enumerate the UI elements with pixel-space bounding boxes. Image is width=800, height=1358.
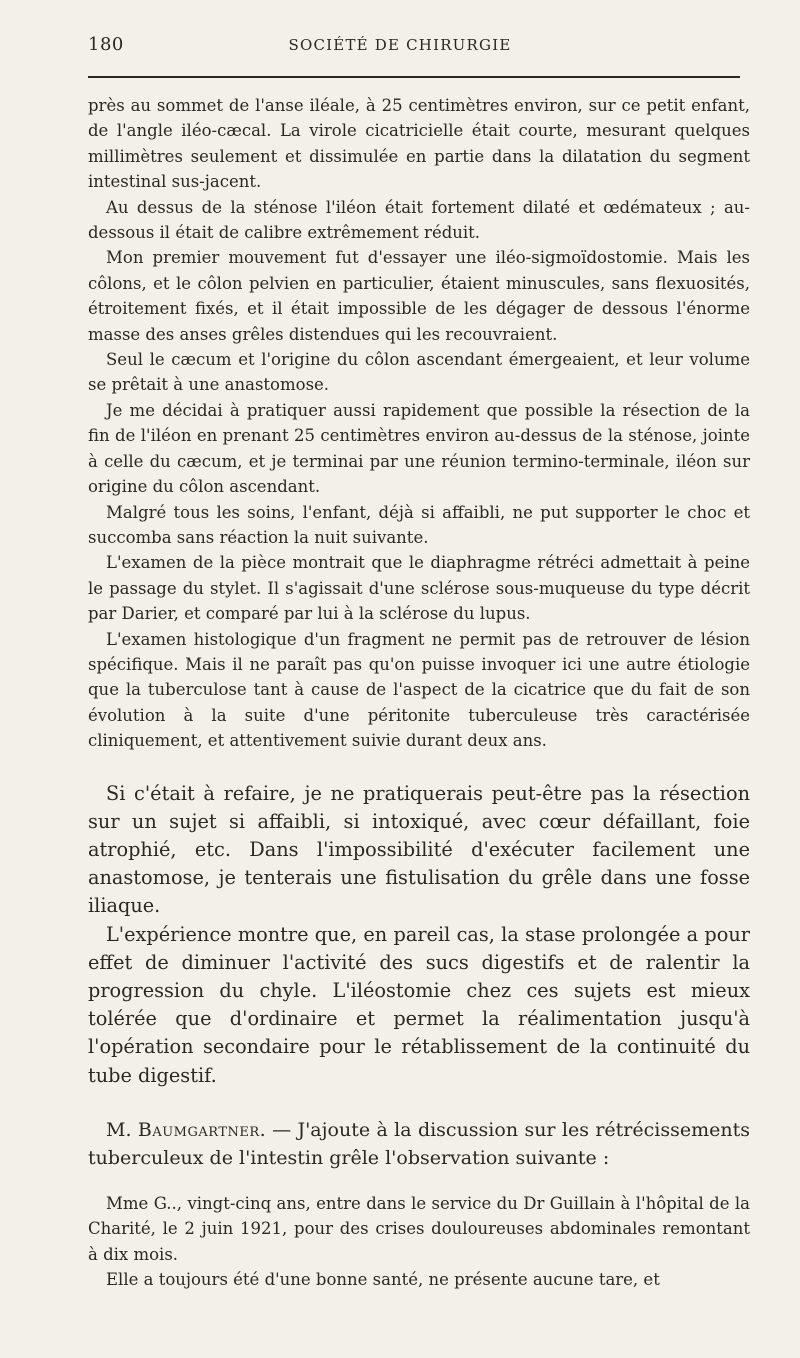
paragraph: Au dessus de la sténose l'iléon était fortement dilaté et œdémateux ; au-dessous il était de calibre extrêmement réduit. [88, 197, 750, 243]
paragraph: Malgré tous les soins, l'enfant, déjà si affaibli, ne put supporter le choc et succomba sans réaction la nuit suivante. [88, 502, 750, 547]
speaker-name: Baumgartner [137, 1118, 260, 1141]
paragraph: Mon premier mouvement fut d'essayer une iléo-sigmoïdostomie. Mais les côlons, et le côlon pelvien en particulier, étaient minuscules, sans flexuosités, étroitement fixés, et il était impossible de les dégager de dessous l'énorme masse des anses grêles distendues qui les recouvraient. [88, 248, 750, 344]
observation-text: G.., vingt-cinq ans, entre dans le service du Dr Guillain à l'hôpital de la Charité, le 2 juin 1921, pour des crises douloureuses abdominales remontant à dix mois. [88, 1193, 750, 1264]
running-title: SOCIÉTÉ DE CHIRURGIE [288, 36, 512, 54]
page-number: 180 [88, 34, 124, 55]
paragraph: près au sommet de l'anse iléale, à 25 centimètres environ, sur ce petit enfant, de l'angle iléo-cæcal. La virole cicatricielle était courte, mesurant quelques millimètres seulement et dissimulée en partie dans la dilatation du segment intestinal sus-jacent. [88, 96, 750, 192]
body-text [88, 93, 750, 1292]
speaker-prefix: M. [106, 1118, 138, 1141]
observation-paragraph: Elle a toujours été d'une bonne santé, ne présente aucune tare, et [106, 1270, 660, 1290]
patient-prefix: Mme [106, 1193, 149, 1213]
page-header [0, 0, 800, 70]
observation [88, 1191, 750, 1293]
case-report-small-print [88, 93, 750, 754]
paragraph: Je me décidai à pratiquer aussi rapidement que possible la résection de la fin de l'iléon en prenant 25 centimètres environ au-dessus de la sténose, jointe à celle du cæcum, et je terminai par une réunion termino-terminale, iléon sur origine du côlon ascendant. [88, 400, 750, 497]
paragraph: Si c'était à refaire, je ne pratiquerais peut-être pas la résection sur un sujet si affaibli, si intoxiqué, avec cœur défaillant, foie atrophié, etc. Dans l'impossibilité d'exécuter facilement une anastomose, je tenterais une fistulisation du grêle dans une fosse iliaque. [88, 781, 750, 918]
intervention-text: . — J'ajoute à la discussion sur les rétrécissements tuberculeux de l'intestin grêle l'observation suivante : [88, 1118, 750, 1170]
intervention [88, 1116, 750, 1173]
paragraph: L'examen de la pièce montrait que le diaphragme rétréci admettait à peine le passage du stylet. Il s'agissait d'une sclérose sous-muqueuse du type décrit par Darier, et comparé par lui à la sclérose du lupus. [88, 553, 750, 624]
paragraph: L'expérience montre que, en pareil cas, la stase prolongée a pour effet de diminuer l'activité des sucs digestifs et de ralentir la progression du chyle. L'iléostomie chez ces sujets est mieux tolérée que d'ordinaire et permet la réalimentation jusqu'à l'opération secondaire pour le rétablissement de la continuité du tube digestif. [88, 922, 750, 1087]
paragraph: L'examen histologique d'un fragment ne permit pas de retrouver de lésion spécifique. Mais il ne paraît pas qu'on puisse invoquer ici une autre étiologie que la tuberculose tant à cause de l'aspect de la cicatrice que du fait de son évolution à la suite d'une péritonite tuberculeuse très caractérisée cliniquement, et attentivement suivie durant deux ans. [88, 629, 750, 751]
header-rule [88, 76, 740, 78]
observation-paragraph [88, 1191, 750, 1267]
paragraph: Seul le cæcum et l'origine du côlon ascendant émergeaient, et leur volume se prêtait à une anastomose. [88, 350, 750, 395]
intervention-paragraph [88, 1116, 750, 1173]
discussion-large-print [88, 780, 750, 1090]
